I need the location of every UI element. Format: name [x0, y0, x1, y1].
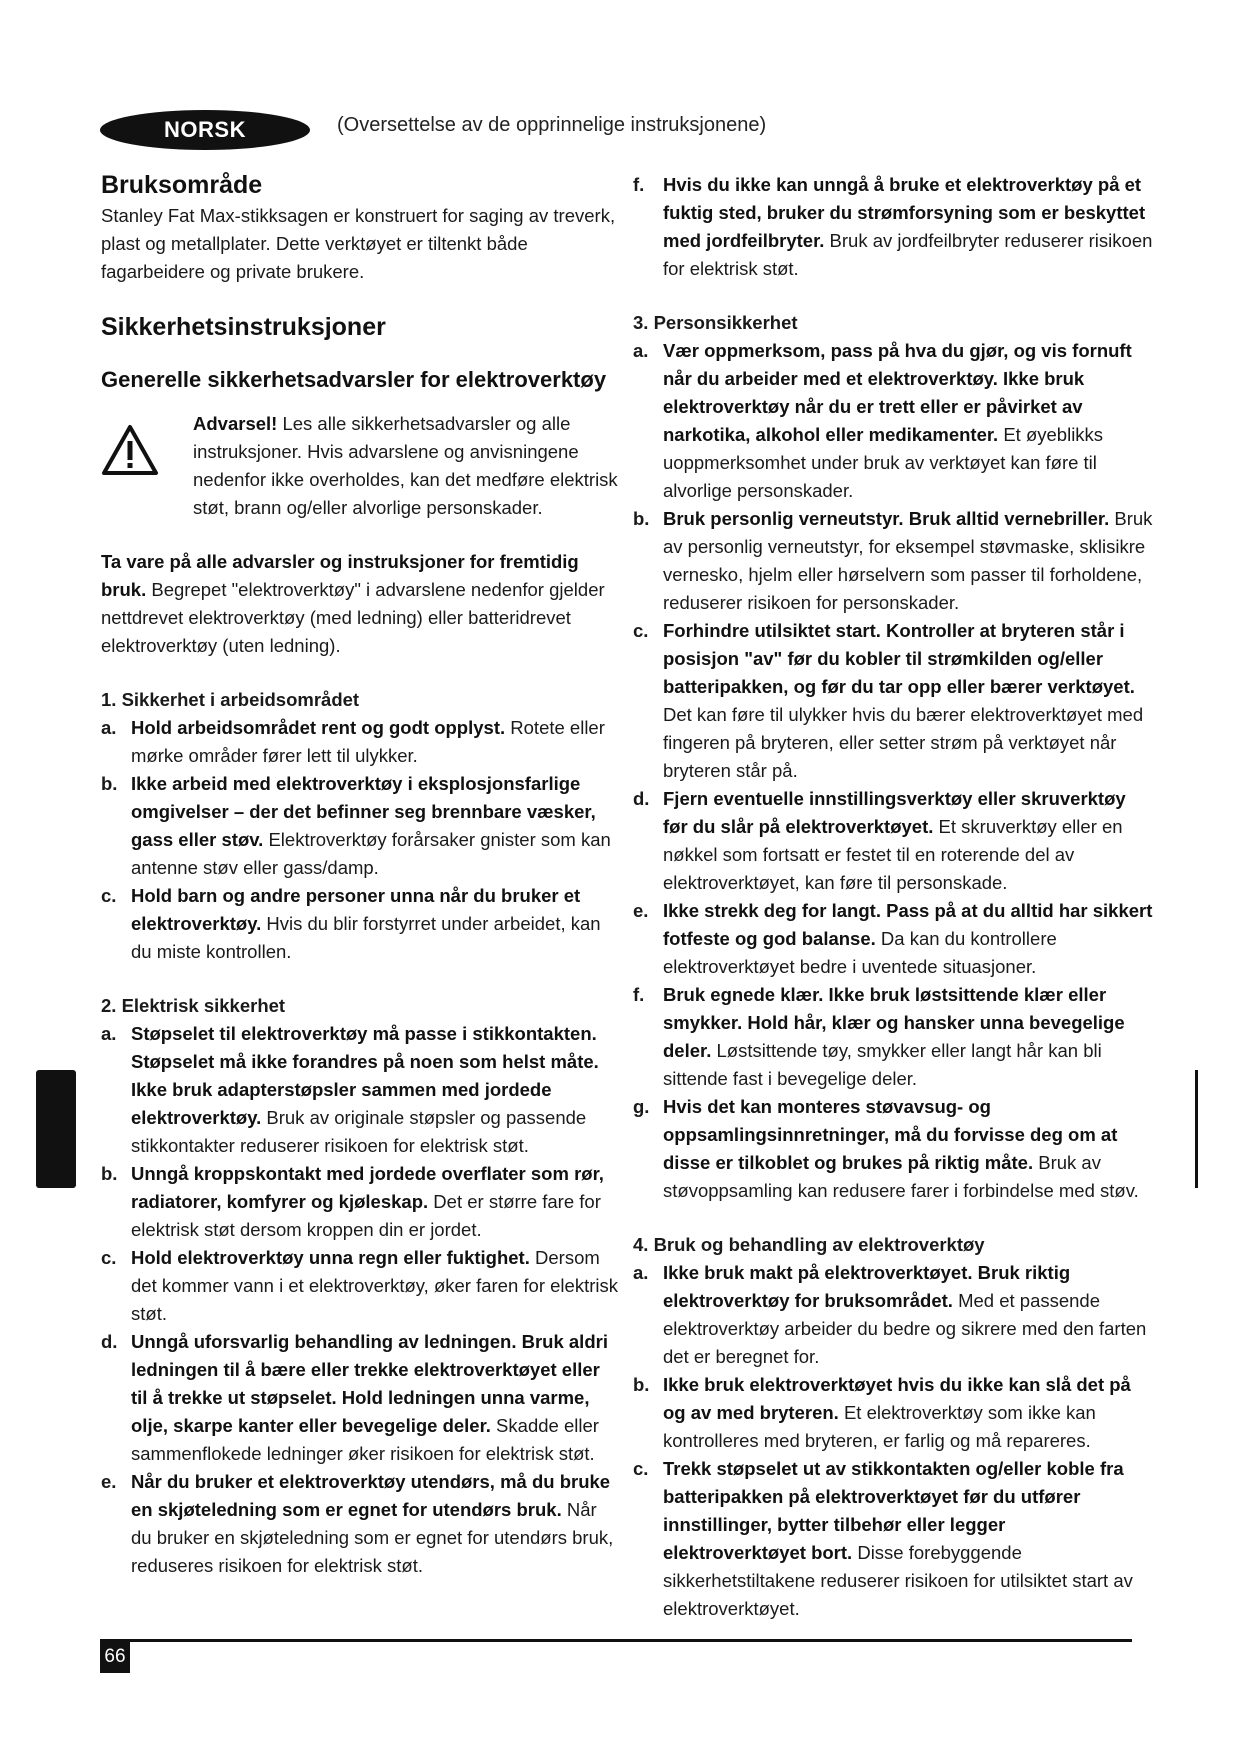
list-item	[101, 770, 621, 882]
item-bold: Unngå uforsvarlig behandling av ledningen. Bruk aldri ledningen til å bære eller trekke elektroverktøyet eller til å trekke ut støpselet. Hold ledningen unna varme, olje, skarpe kanter eller bevegelige deler.	[131, 1331, 608, 1436]
item-bold: Trekk støpselet ut av stikkontakten og/eller koble fra batteripakken på elektroverktøyet før du utfører innstillinger, bytter tilbehør eller legger elektroverktøyet bort.	[663, 1458, 1124, 1563]
section-thumb-tab	[36, 1070, 76, 1188]
keep-instructions-bold: Ta vare på alle advarsler og instruksjoner for fremtidig bruk.	[101, 551, 579, 600]
section-1-heading: 1. Sikkerhet i arbeidsområdet	[101, 689, 360, 710]
item-text: Hvis du blir forstyrret under arbeidet, kan du miste kontrollen.	[131, 913, 601, 962]
item-bold: Bruk egnede klær. Ikke bruk løstsittende klær eller smykker. Hold hår, klær og hansker unna bevegelige deler.	[663, 984, 1125, 1061]
list-item	[633, 897, 1153, 981]
item-text: Bruk av støvoppsamling kan redusere farer i forbindelse med støv.	[663, 1152, 1139, 1201]
item-label: b.	[633, 1374, 650, 1395]
item-bold: Hold barn og andre personer unna når du bruker et elektroverktøy.	[131, 885, 581, 934]
item-bold: Ikke strekk deg for langt. Pass på at du alltid har sikkert fotfeste og god balanse.	[663, 900, 1153, 949]
item-bold: Ikke bruk elektroverktøyet hvis du ikke kan slå det på og av med bryteren.	[663, 1374, 1131, 1423]
list-item	[633, 617, 1153, 785]
item-label: d.	[101, 1331, 118, 1352]
item-text: Elektroverktøy forårsaker gnister som kan antenne støv eller gass/damp.	[131, 829, 611, 878]
section-2-heading: 2. Elektrisk sikkerhet	[101, 995, 286, 1016]
item-label: c.	[633, 1458, 649, 1479]
item-text: Bruk av jordfeilbryter reduserer risikoen for elektrisk støt.	[663, 230, 1153, 279]
item-bold: Ikke bruk makt på elektroverktøyet. Bruk riktig elektroverktøy for bruksområdet.	[663, 1262, 1071, 1311]
keep-instructions-text: Begrepet "elektroverktøy" i advarslene nedenfor gjelder nettdrevet elektroverktøy (med ledning) eller batteridrevet elektroverktøy (uten ledning).	[101, 579, 605, 656]
list-item	[101, 1244, 621, 1328]
item-label: c.	[101, 885, 117, 906]
list-item	[101, 1328, 621, 1468]
translation-note: (Oversettelse av de opprinnelige instruksjonene)	[337, 114, 767, 136]
item-bold: Hold arbeidsområdet rent og godt opplyst.	[131, 717, 506, 738]
item-text: Med et passende elektroverktøy arbeider du bedre og sikrere med den farten det er beregnet for.	[663, 1290, 1147, 1367]
list-item	[101, 714, 621, 770]
item-bold: Hvis du ikke kan unngå å bruke et elektroverktøy på et fuktig sted, bruker du strømforsyning som er beskyttet med jordfeilbryter.	[663, 174, 1146, 251]
item-text: Det kan føre til ulykker hvis du bærer elektroverktøyet med fingeren på bryteren, eller setter strøm på verktøyet når bryteren står på.	[663, 704, 1144, 781]
item-bold: Hold elektroverktøy unna regn eller fuktighet.	[131, 1247, 530, 1268]
safety-heading: Sikkerhetsinstruksjoner	[101, 313, 386, 341]
general-warnings-heading: Generelle sikkerhetsadvarsler for elektroverktøy	[101, 367, 607, 392]
item-label: b.	[633, 508, 650, 529]
item-bold: Unngå kroppskontakt med jordede overflater som rør, radiatorer, komfyrer og kjøleskap.	[131, 1163, 604, 1212]
section-edge-marker	[1195, 1070, 1198, 1188]
item-label: e.	[633, 900, 649, 921]
left-column	[101, 168, 621, 1580]
list-item	[633, 1259, 1153, 1371]
list-item	[101, 1468, 621, 1580]
item-label: b.	[101, 773, 118, 794]
list-item	[101, 1020, 621, 1160]
list-item	[633, 981, 1153, 1093]
item-label: f.	[633, 174, 645, 195]
list-item	[633, 1093, 1153, 1205]
right-column	[633, 171, 1153, 1623]
item-bold: Når du bruker et elektroverktøy utendørs, må du bruke en skjøteledning som er egnet for utendørs bruk.	[131, 1471, 611, 1520]
warning-triangle-icon	[101, 410, 193, 522]
item-bold: Ikke arbeid med elektroverktøy i eksplosjonsfarlige omgivelser – der det befinner seg brennbare væsker, gass eller støv.	[131, 773, 596, 850]
item-bold: Hvis det kan monteres støvavsug- og oppsamlingsinnretninger, må du forvisse deg om at disse er tilkoblet og brukes på riktig måte.	[663, 1096, 1118, 1173]
item-text: Da kan du kontrollere elektroverktøyet bedre i uventede situasjoner.	[663, 928, 1057, 977]
item-text: Disse forebyggende sikkerhetstiltakene reduserer risikoen for utilsiktet start av elektroverktøyet.	[663, 1542, 1133, 1619]
item-text: Et skruverktøy eller en nøkkel som fortsatt er festet til en roterende del av elektroverktøyet, kan føre til personskade.	[663, 816, 1123, 893]
usage-paragraph: Stanley Fat Max-stikksagen er konstruert for saging av treverk, plast og metallplater. Dette verktøyet er tiltenkt både fagarbeidere og private brukere.	[101, 205, 616, 282]
item-label: b.	[101, 1163, 118, 1184]
item-label: d.	[633, 788, 650, 809]
item-label: c.	[101, 1247, 117, 1268]
item-label: e.	[101, 1471, 117, 1492]
item-label: a.	[633, 340, 649, 361]
item-text: Når du bruker en skjøteledning som er egnet for utendørs bruk, reduseres risikoen for elektrisk støt.	[131, 1499, 614, 1576]
list-item	[633, 505, 1153, 617]
item-text: Et elektroverktøy som ikke kan kontrolleres med bryteren, er farlig og må repareres.	[663, 1402, 1096, 1451]
item-text: Dersom det kommer vann i et elektroverktøy, øker faren for elektrisk støt.	[131, 1247, 618, 1324]
language-badge: NORSK	[100, 110, 310, 150]
list-item	[633, 337, 1153, 505]
list-item	[633, 1371, 1153, 1455]
item-label: a.	[101, 1023, 117, 1044]
section-3-heading: 3. Personsikkerhet	[633, 312, 798, 333]
item-bold: Vær oppmerksom, pass på hva du gjør, og vis fornuft når du arbeider med et elektroverktøy. Ikke bruk elektroverktøy når du er trett eller er påvirket av narkotika, alkohol eller medikamenter.	[663, 340, 1132, 445]
warning-text: Les alle sikkerhetsadvarsler og alle instruksjoner. Hvis advarslene og anvisningene nedenfor ikke overholdes, kan det medføre elektrisk støt, brann og/eller alvorlige personskader.	[193, 413, 618, 518]
item-text: Det er større fare for elektrisk støt dersom kroppen din er jordet.	[131, 1191, 601, 1240]
list-item	[101, 1160, 621, 1244]
list-item	[633, 785, 1153, 897]
item-label: a.	[101, 717, 117, 738]
item-text: Rotete eller mørke områder fører lett til ulykker.	[131, 717, 605, 766]
item-text: Skadde eller sammenflokede ledninger øker risikoen for elektrisk støt.	[131, 1415, 599, 1464]
list-item	[101, 882, 621, 966]
item-label: f.	[633, 984, 645, 1005]
footer-rule	[100, 1639, 1132, 1642]
item-text: Løstsittende tøy, smykker eller langt hår kan bli sittende fast i bevegelige deler.	[663, 1040, 1102, 1089]
item-label: c.	[633, 620, 649, 641]
item-label: g.	[633, 1096, 650, 1117]
item-bold: Støpselet til elektroverktøy må passe i stikkontakten. Støpselet må ikke forandres på noen som helst måte. Ikke bruk adapterstøpsler sammen med jordede elektroverktøy.	[131, 1023, 599, 1128]
section-4-heading: 4. Bruk og behandling av elektroverktøy	[633, 1234, 985, 1255]
page-number: 66	[100, 1641, 130, 1673]
item-label: a.	[633, 1262, 649, 1283]
item-text: Bruk av personlig verneutstyr, for eksempel støvmaske, sklisikre vernesko, hjelm eller hørselvern som passer til forholdene, reduserer risikoen for personskader.	[663, 508, 1153, 613]
usage-heading: Bruksområde	[101, 171, 263, 199]
item-text: Bruk av originale støpsler og passende stikkontakter reduserer risikoen for elektrisk støt.	[131, 1107, 587, 1156]
list-item	[633, 171, 1153, 283]
item-bold: Bruk personlig verneutstyr. Bruk alltid vernebriller.	[663, 508, 1110, 529]
item-text: Et øyeblikks uoppmerksomhet under bruk av verktøyet kan føre til alvorlige personskader.	[663, 424, 1104, 501]
item-bold: Forhindre utilsiktet start. Kontroller at bryteren står i posisjon "av" før du kobler til strømkilden og/eller batteripakken, og før du tar opp eller bærer verktøyet.	[663, 620, 1135, 697]
list-item	[633, 1455, 1153, 1623]
item-bold: Fjern eventuelle innstillingsverktøy eller skruverktøy før du slår på elektroverktøyet.	[663, 788, 1126, 837]
keep-instructions-paragraph	[101, 548, 621, 660]
warning-block	[101, 410, 621, 522]
warning-label: Advarsel!	[193, 413, 278, 434]
